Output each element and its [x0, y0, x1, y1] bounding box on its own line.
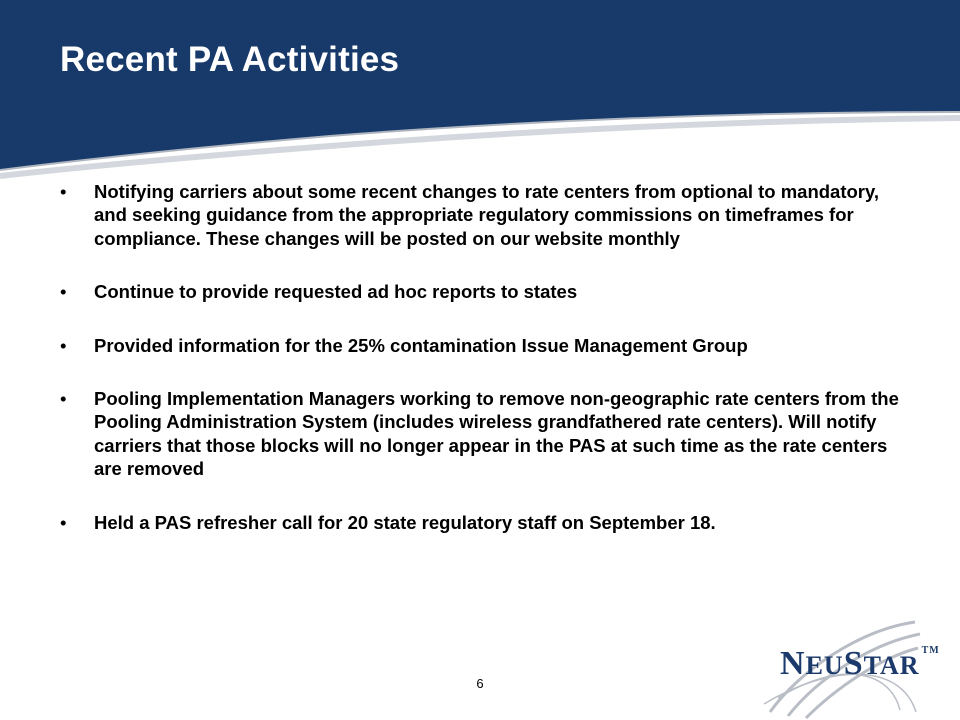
bullet-item [60, 280, 910, 303]
bullet-marker: • [60, 511, 67, 533]
bullet-item [60, 511, 910, 534]
header-swoosh-graphic [0, 0, 960, 190]
bullet-marker: • [60, 334, 67, 356]
bullet-text: Notifying carriers about some recent changes to rate centers from optional to mandatory, and seeking guidance from the appropriate regulatory commissions on timeframes for compliance. These changes will be posted on our website monthly [94, 181, 880, 249]
bullet-text: Provided information for the 25% contamination Issue Management Group [94, 334, 748, 356]
page-number: 6 [476, 676, 484, 691]
header-band [0, 0, 960, 190]
neustar-logo [740, 600, 960, 720]
bullet-item [60, 387, 910, 481]
bullet-list [60, 180, 910, 564]
bullet-marker: • [60, 181, 67, 202]
bullet-item [60, 334, 910, 357]
logo-trademark: TM [921, 645, 940, 656]
logo-letter-n: N [780, 645, 806, 682]
bullet-marker: • [60, 281, 67, 303]
bullet-text: Held a PAS refresher call for 20 state regulatory staff on September 18. [94, 511, 716, 533]
logo-letters-tar: TAR [863, 651, 920, 680]
logo-wordmark [780, 645, 940, 683]
logo-letters-eu: EU [805, 651, 844, 680]
bullet-marker: • [60, 388, 67, 410]
logo-letter-s: S [843, 645, 864, 682]
bullet-text: Pooling Implementation Managers working to remove non-geographic rate centers from the Pooling Administration System (includes wireless grandfathered rate centers). Will notify carriers that those blocks will no longer appear in the PAS at such time as the rate centers are removed [94, 388, 899, 480]
bullet-item [60, 180, 910, 250]
slide-title: Recent PA Activities [60, 40, 400, 79]
bullet-text: Continue to provide requested ad hoc reports to states [94, 281, 578, 303]
